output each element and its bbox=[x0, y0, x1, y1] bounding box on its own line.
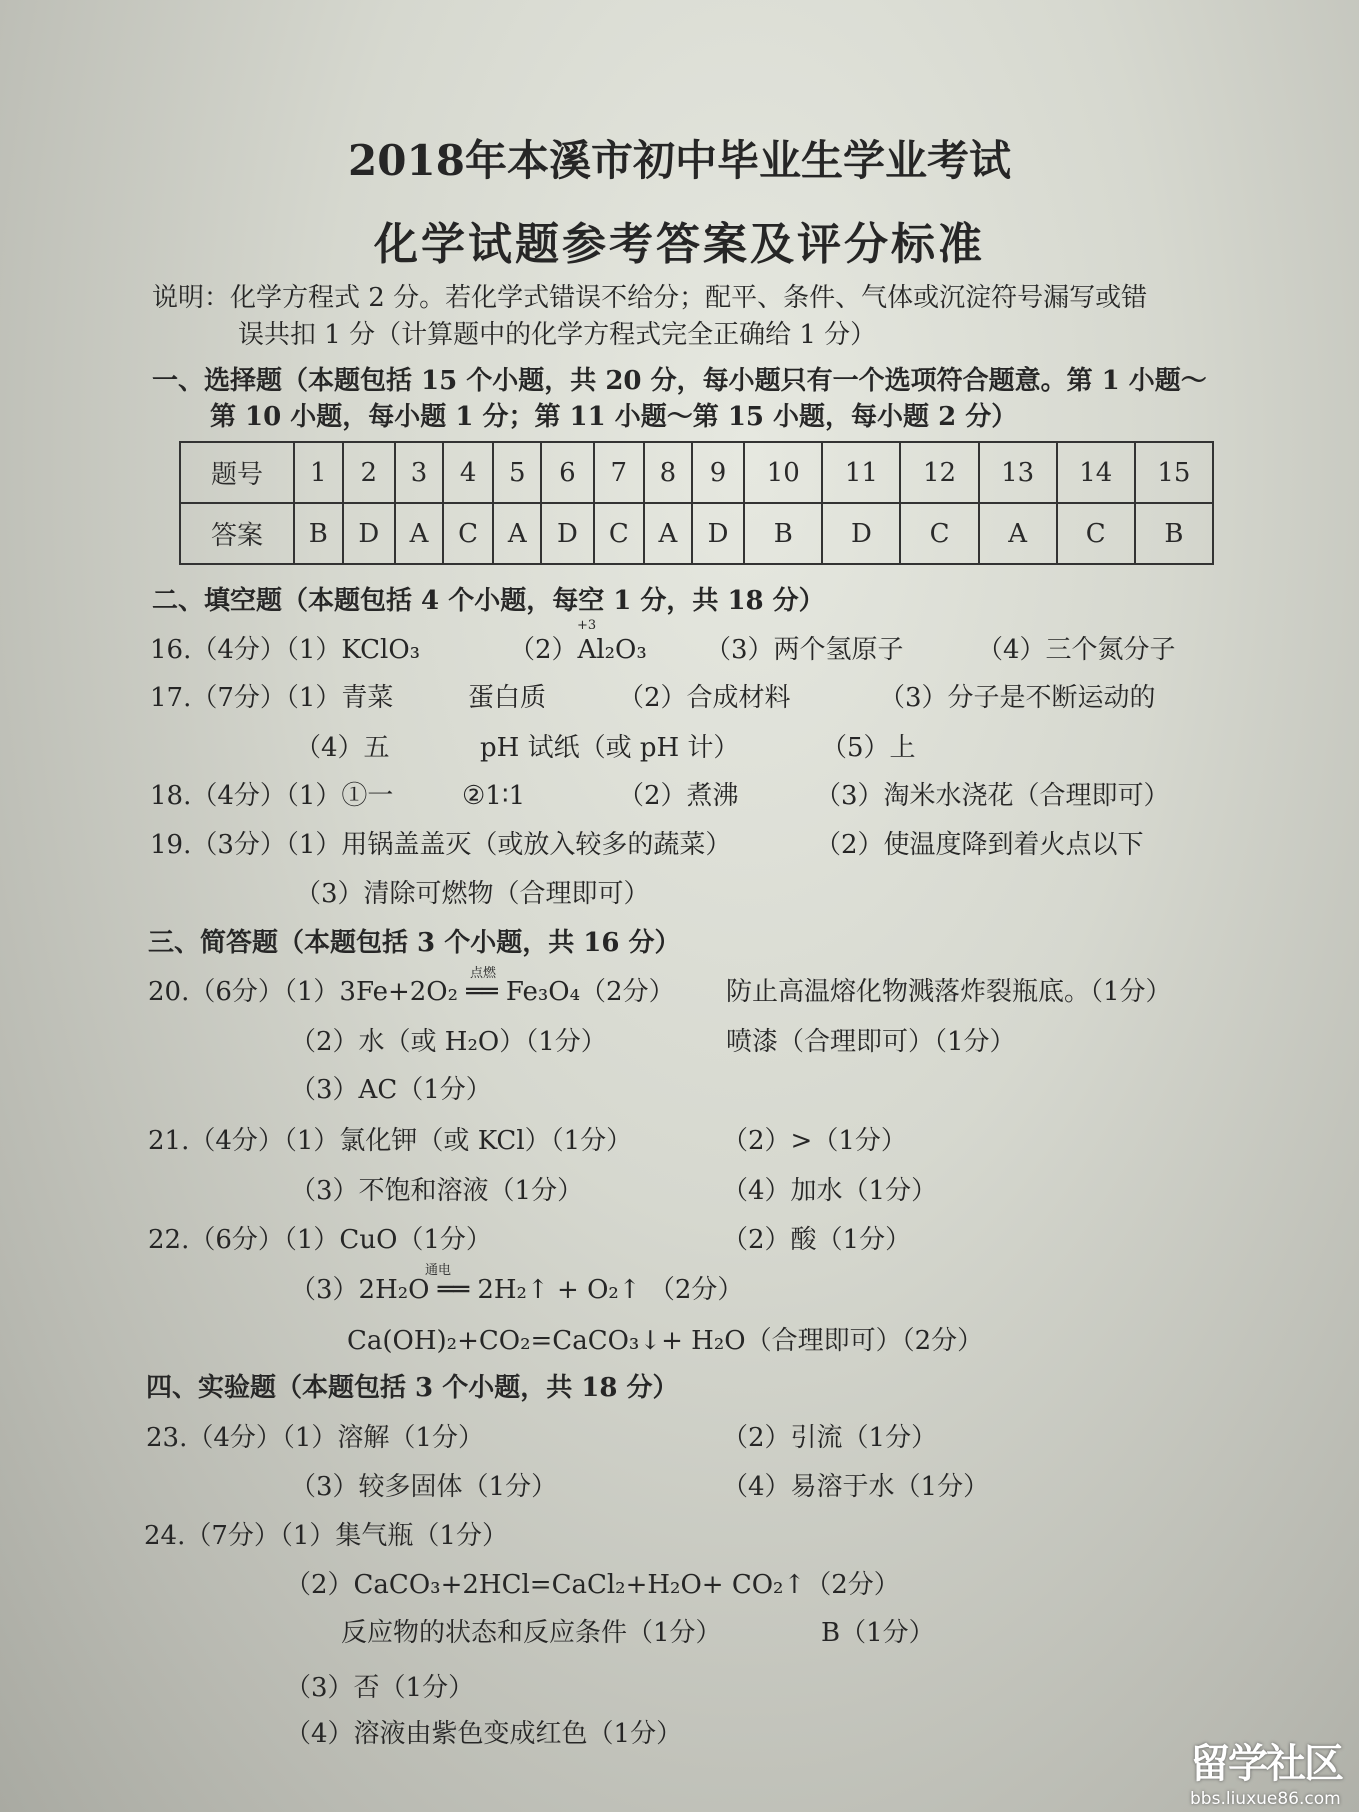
question-number-cell: 4 bbox=[443, 442, 493, 503]
answer-cell: D bbox=[822, 503, 900, 564]
answer-cell: D bbox=[343, 503, 395, 564]
answer-cell: B bbox=[744, 503, 822, 564]
q19-part3: （3）清除可燃物（合理即可） bbox=[295, 879, 650, 909]
q16-part4: （4）三个氮分子 bbox=[977, 635, 1176, 665]
answer-cell: C bbox=[443, 503, 493, 564]
answer-cell: C bbox=[1057, 503, 1135, 564]
q17-part2: （2）合成材料 bbox=[618, 683, 791, 713]
q20-part3: （3）AC（1分） bbox=[290, 1075, 492, 1105]
note-line-2: 误共扣 1 分（计算题中的化学方程式完全正确给 1 分） bbox=[238, 320, 877, 350]
question-number-cell: 8 bbox=[644, 442, 692, 503]
q20-part1b: 防止高温熔化物溅落炸裂瓶底。（1分） bbox=[726, 977, 1172, 1007]
row-label-number: 题号 bbox=[180, 442, 294, 503]
q16-part2: （2）Al₂O₃ bbox=[509, 635, 647, 665]
row-label-answer: 答案 bbox=[180, 503, 294, 564]
answer-cell: D bbox=[541, 503, 593, 564]
answer-cell: B bbox=[1135, 503, 1213, 564]
exam-title: 2018年本溪市初中毕业生学业考试 bbox=[348, 136, 1011, 185]
watermark-url: bbs.liuxue86.com bbox=[1190, 1789, 1341, 1809]
q17-part4: （4）五 bbox=[295, 733, 390, 763]
question-number-cell: 10 bbox=[744, 442, 822, 503]
q24-part3: （3）否（1分） bbox=[285, 1673, 475, 1703]
note-line-1: 说明：化学方程式 2 分。若化学式错误不给分；配平、条件、气体或沉淀符号漏写或错 bbox=[152, 283, 1148, 313]
q21-part3: （3）不饱和溶液（1分） bbox=[290, 1176, 584, 1206]
q24-part2b: 反应物的状态和反应条件（1分） bbox=[341, 1618, 722, 1648]
answer-table bbox=[179, 441, 1214, 565]
q24-part1: 24.（7分）（1）集气瓶（1分） bbox=[144, 1521, 508, 1551]
q17-part1: 17.（7分）（1）青菜 bbox=[150, 683, 394, 713]
q16-valence: +3 bbox=[577, 618, 597, 633]
section-3-heading: 三、简答题（本题包括 3 个小题，共 16 分） bbox=[148, 928, 681, 958]
q18-part1b: ②1∶1 bbox=[462, 781, 526, 811]
q21-part4: （4）加水（1分） bbox=[722, 1176, 938, 1206]
q17-part3: （3）分子是不断运动的 bbox=[879, 683, 1156, 713]
question-number-cell: 7 bbox=[594, 442, 644, 503]
question-number-cell: 2 bbox=[343, 442, 395, 503]
q22-part1: 22.（6分）（1）CuO（1分） bbox=[148, 1225, 492, 1255]
q24-part2c: B（1分） bbox=[821, 1618, 935, 1648]
q21-part2: （2）>（1分） bbox=[722, 1126, 907, 1156]
question-number-cell: 3 bbox=[395, 442, 443, 503]
answer-cell: C bbox=[594, 503, 644, 564]
answer-cell: C bbox=[900, 503, 978, 564]
q19-part2: （2）使温度降到着火点以下 bbox=[815, 830, 1144, 860]
question-number-cell: 14 bbox=[1057, 442, 1135, 503]
q23-part1: 23.（4分）（1）溶解（1分） bbox=[146, 1423, 484, 1453]
q22-part3: （3）2H₂O ══ 2H₂↑ + O₂↑ （2分） bbox=[290, 1275, 744, 1305]
question-number-cell: 15 bbox=[1135, 442, 1213, 503]
q17-part4b: pH 试纸（或 pH 计） bbox=[480, 733, 740, 763]
question-number-cell: 6 bbox=[541, 442, 593, 503]
q18-part3: （3）淘米水浇花（合理即可） bbox=[815, 781, 1170, 811]
answer-cell: A bbox=[395, 503, 443, 564]
q17-part5: （5）上 bbox=[821, 733, 916, 763]
q22-condition: 通电 bbox=[425, 1263, 452, 1278]
q24-part4: （4）溶液由紫色变成红色（1分） bbox=[285, 1719, 683, 1749]
q23-part3: （3）较多固体（1分） bbox=[290, 1472, 558, 1502]
q18-part1: 18.（4分）（1）①一 bbox=[150, 781, 394, 811]
q21-part1: 21.（4分）（1）氯化钾（或 KCl）（1分） bbox=[148, 1126, 633, 1156]
q20-part2b: 喷漆（合理即可）（1分） bbox=[726, 1027, 1016, 1057]
q19-part1: 19.（3分）（1）用锅盖盖灭（或放入较多的蔬菜） bbox=[150, 830, 732, 860]
question-number-cell: 1 bbox=[294, 442, 343, 503]
q20-part2: （2）水（或 H₂O）（1分） bbox=[290, 1027, 607, 1057]
question-number-cell: 13 bbox=[979, 442, 1057, 503]
q23-part2: （2）引流（1分） bbox=[722, 1423, 938, 1453]
answer-cell: A bbox=[979, 503, 1057, 564]
q16-part1: 16.（4分）（1）KClO₃ bbox=[150, 635, 421, 665]
answer-key-title: 化学试题参考答案及评分标准 bbox=[374, 219, 985, 270]
q23-part4: （4）易溶于水（1分） bbox=[722, 1472, 990, 1502]
answer-cell: A bbox=[493, 503, 541, 564]
section-1-heading-cont: 第 10 小题，每小题 1 分；第 11 小题～第 15 小题，每小题 2 分） bbox=[210, 402, 1018, 432]
answer-cell: A bbox=[644, 503, 692, 564]
watermark-logo bbox=[1190, 1732, 1342, 1809]
q22-part3b: Ca(OH)₂+CO₂=CaCO₃↓+ H₂O（合理即可）（2分） bbox=[347, 1326, 984, 1356]
answer-cell: B bbox=[294, 503, 343, 564]
q22-part2: （2）酸（1分） bbox=[722, 1225, 912, 1255]
q18-part2: （2）煮沸 bbox=[618, 781, 739, 811]
q16-part3: （3）两个氢原子 bbox=[705, 635, 904, 665]
section-2-heading: 二、填空题（本题包括 4 个小题，每空 1 分，共 18 分） bbox=[152, 586, 825, 616]
q20-part1: 20.（6分）（1）3Fe+2O₂ ══ Fe₃O₄（2分） bbox=[148, 977, 675, 1007]
section-4-heading: 四、实验题（本题包括 3 个小题，共 18 分） bbox=[146, 1373, 679, 1403]
question-number-cell: 5 bbox=[493, 442, 541, 503]
answer-cell: D bbox=[692, 503, 744, 564]
q24-part2: （2）CaCO₃+2HCl=CaCl₂+H₂O+ CO₂↑（2分） bbox=[285, 1570, 900, 1600]
section-1-heading: 一、选择题（本题包括 15 个小题，共 20 分，每小题只有一个选项符合题意。第 1 小题～ bbox=[152, 366, 1207, 396]
question-number-cell: 12 bbox=[900, 442, 978, 503]
watermark-name: 留学社区 bbox=[1190, 1741, 1342, 1787]
question-number-cell: 11 bbox=[822, 442, 900, 503]
question-number-cell: 9 bbox=[692, 442, 744, 503]
q20-condition: 点燃 bbox=[470, 966, 497, 981]
q17-part1b: 蛋白质 bbox=[468, 683, 547, 713]
